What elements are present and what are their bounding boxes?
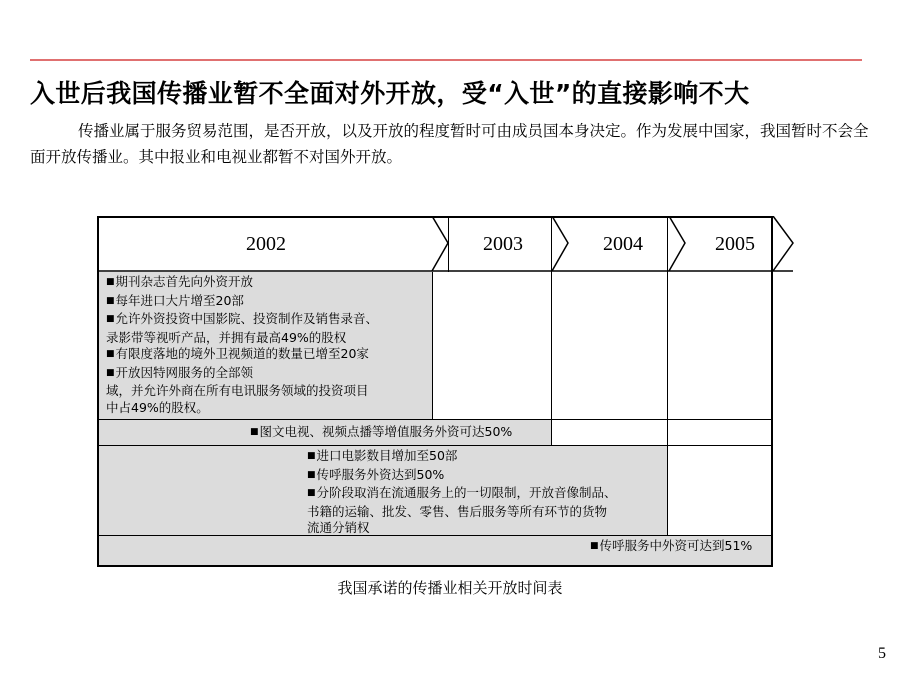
list-item: ■每年进口大片增至20部 bbox=[106, 292, 244, 308]
list-item: ■有限度落地的境外卫视频道的数量已增至20家 bbox=[106, 346, 369, 361]
row3-text bbox=[307, 448, 617, 537]
year-header bbox=[97, 216, 797, 272]
col-line-2003 bbox=[448, 216, 449, 272]
list-item: ■图文电视、视频点播等增值服务外资可达50% bbox=[250, 424, 513, 439]
col-line-2004 bbox=[551, 216, 552, 446]
list-item: 书籍的运输、批发、零售、售后服务等所有环节的货物 bbox=[307, 503, 608, 519]
list-item: 录影带等视听产品，并拥有最高49%的股权 bbox=[106, 329, 347, 345]
list-item: 域，并允许外商在所有电讯服务领域的投资项目 bbox=[106, 383, 369, 398]
year-2004: 2004 bbox=[603, 233, 643, 255]
row4-text bbox=[590, 538, 752, 557]
col-line-2002-end bbox=[432, 272, 433, 420]
row2-text bbox=[250, 424, 512, 443]
year-2003: 2003 bbox=[483, 233, 523, 255]
list-item: 中占49%的股权。 bbox=[106, 399, 209, 415]
list-item: 流通分销权 bbox=[307, 520, 370, 535]
year-2002: 2002 bbox=[246, 233, 286, 255]
list-item: ■分阶段取消在流通服务上的一切限制，开放音像制品、 bbox=[307, 485, 617, 500]
intro-paragraph: 传播业属于服务贸易范围，是否开放，以及开放的程度暂时可由成员国本身决定。作为发展中国家，我国暂时不会全面开放传播业。其中报业和电视业都暂不对国外开放。 bbox=[30, 122, 869, 166]
table-caption: 我国承诺的传播业相关开放时间表 bbox=[337, 579, 563, 597]
page-number: 5 bbox=[878, 645, 886, 662]
row-line-1 bbox=[99, 419, 771, 420]
slide-heading: 入世后我国传播业暂不全面对外开放，受“入世”的直接影响不大 bbox=[30, 79, 750, 108]
list-item: ■传呼服务中外资可达到51% bbox=[590, 538, 753, 553]
list-item: ■传呼服务外资达到50% bbox=[307, 466, 445, 482]
list-item: ■允许外资投资中国影院、投资制作及销售录音、 bbox=[106, 311, 379, 326]
row-line-2 bbox=[99, 445, 771, 446]
top-divider bbox=[30, 59, 862, 61]
list-item: ■开放因特网服务的全部领 bbox=[106, 364, 254, 380]
col-line-2005 bbox=[667, 216, 668, 536]
list-item: ■进口电影数目增加至50部 bbox=[307, 448, 458, 463]
list-item: ■期刊杂志首先向外资开放 bbox=[106, 274, 254, 289]
row1-text bbox=[106, 274, 378, 416]
year-2005: 2005 bbox=[715, 233, 755, 255]
